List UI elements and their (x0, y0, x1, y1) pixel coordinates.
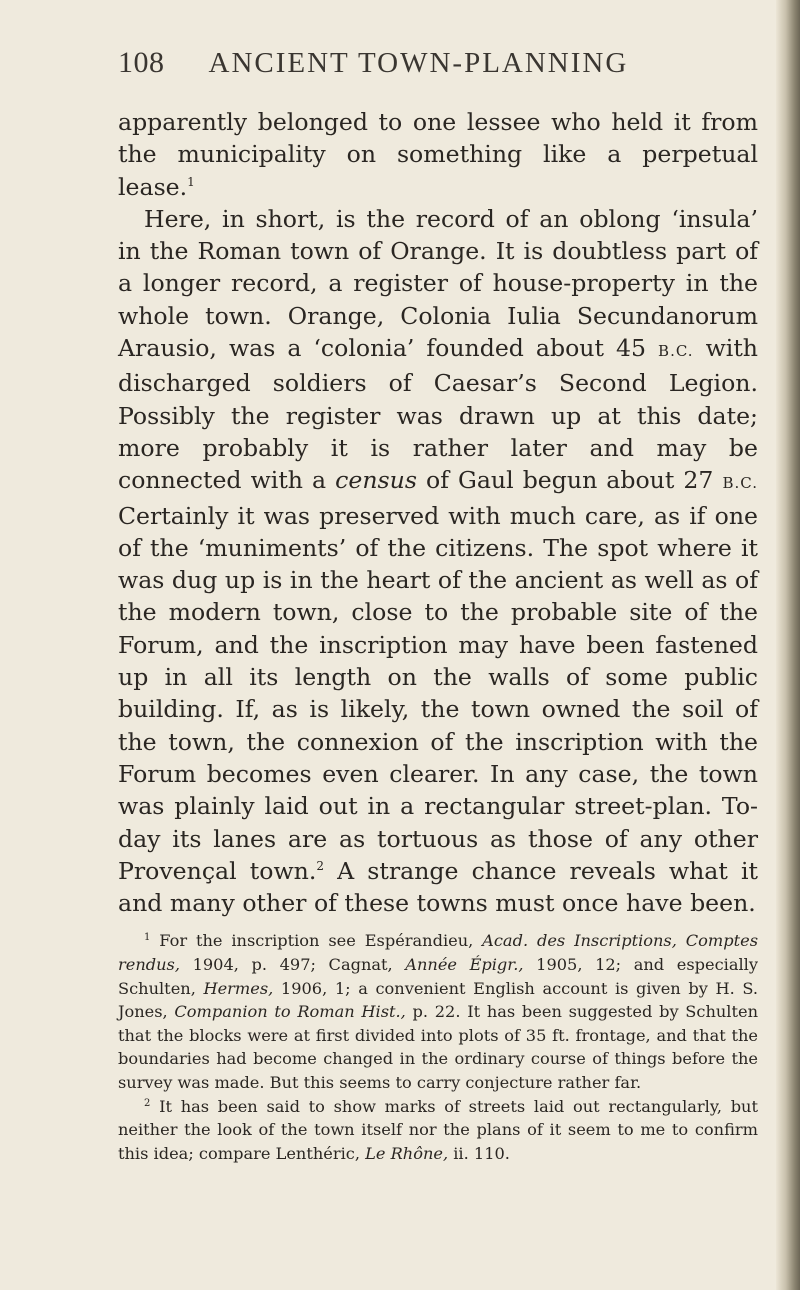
footnote-ref-1: 1 (187, 174, 195, 189)
paragraph-continued (118, 106, 758, 203)
paragraph-text: Here, in short, is the record of an oblong ‘insula’ in the Roman town of Orange. It is doubtless part of a longer record, a register of house-property in the whole town. Orange, Colonia Iulia Secundanorum Arausio, was a ‘colonia’ founded about 45 (118, 204, 758, 363)
footnote-text: It has been said to show marks of streets laid out rectangularly, but neither the look of the town itself nor the plans of it seem to me to confirm this idea; compare Lenthéric, (118, 1096, 758, 1163)
page-number: 108 (118, 46, 165, 79)
paragraph-text: A strange chance reveals what it and many other of these towns must once have been. (118, 856, 758, 918)
running-head (118, 46, 758, 90)
small-caps-era: B.C. (658, 342, 694, 361)
footnote-text: 1904, p. 497; Cagnat, (179, 955, 406, 975)
footnote-text: p. 22. It has been suggested by Schulten that the blocks were at first divided into plots of 35 ft. frontage, and that the boundaries had become changed in the ordinary course of things before the survey was made. But this seems to carry conjecture rather far. (118, 1002, 758, 1092)
footnote-number: 1 (144, 932, 151, 944)
footnote-ref-2: 2 (316, 858, 325, 873)
paragraph-text: with discharged soldiers of Caesar’s Second Legion. Possibly the register was drawn up at this date; more probably it is rather later and may be connected with a (118, 334, 758, 495)
paragraph-text: Certainly it was preserved with much care, as if one of the ‘muniments’ of the citizens. The spot where it was dug up is in the heart of the ancient as well as of the modern town, close to the probable site of the Forum, and the inscription may have been fastened up in all its length on the walls of some public building. If, as is likely, the town owned the soil of the town, the connexion of the inscription with the Forum becomes even clearer. In any case, the town was plainly laid out in a rectangular street-plan. To-day its lanes are as tortuous as those of any other Provençal town. (118, 501, 758, 885)
footnotes (118, 929, 758, 1165)
book-page (118, 46, 758, 1165)
citation-title: Companion to Roman Hist., (174, 1002, 406, 1022)
paragraph-text: of Gaul begun about 27 (416, 466, 723, 495)
citation-title: Acad. des Inscriptions, Comptes rendus, (118, 931, 758, 975)
citation-title: Le Rhône, (365, 1143, 449, 1163)
citation-title: Hermes, (203, 978, 274, 998)
footnote-text: For the inscription see Espérandieu, (150, 931, 483, 951)
small-caps-era: B.C. (722, 474, 758, 493)
citation-title: Année Épigr., (405, 955, 524, 975)
footnote-number: 2 (144, 1097, 151, 1109)
footnote-text: ii. 110. (448, 1143, 510, 1163)
paragraph-text: apparently belonged to one lessee who held it from the municipality on something like a perpetual lease. (118, 108, 758, 201)
footnote-2 (118, 1095, 758, 1166)
footnote-text: 1906, 1; a convenient English account is given by H. S. Jones, (118, 978, 758, 1022)
running-title: ANCIENT TOWN-PLANNING (208, 47, 629, 79)
footnote-text: 1905, 12; and especially Schulten, (118, 955, 758, 998)
footnote-1 (118, 929, 758, 1094)
italic-term: census (335, 466, 417, 495)
body-text (118, 106, 758, 919)
paragraph (118, 203, 758, 920)
page-gutter-shadow (776, 0, 800, 1290)
